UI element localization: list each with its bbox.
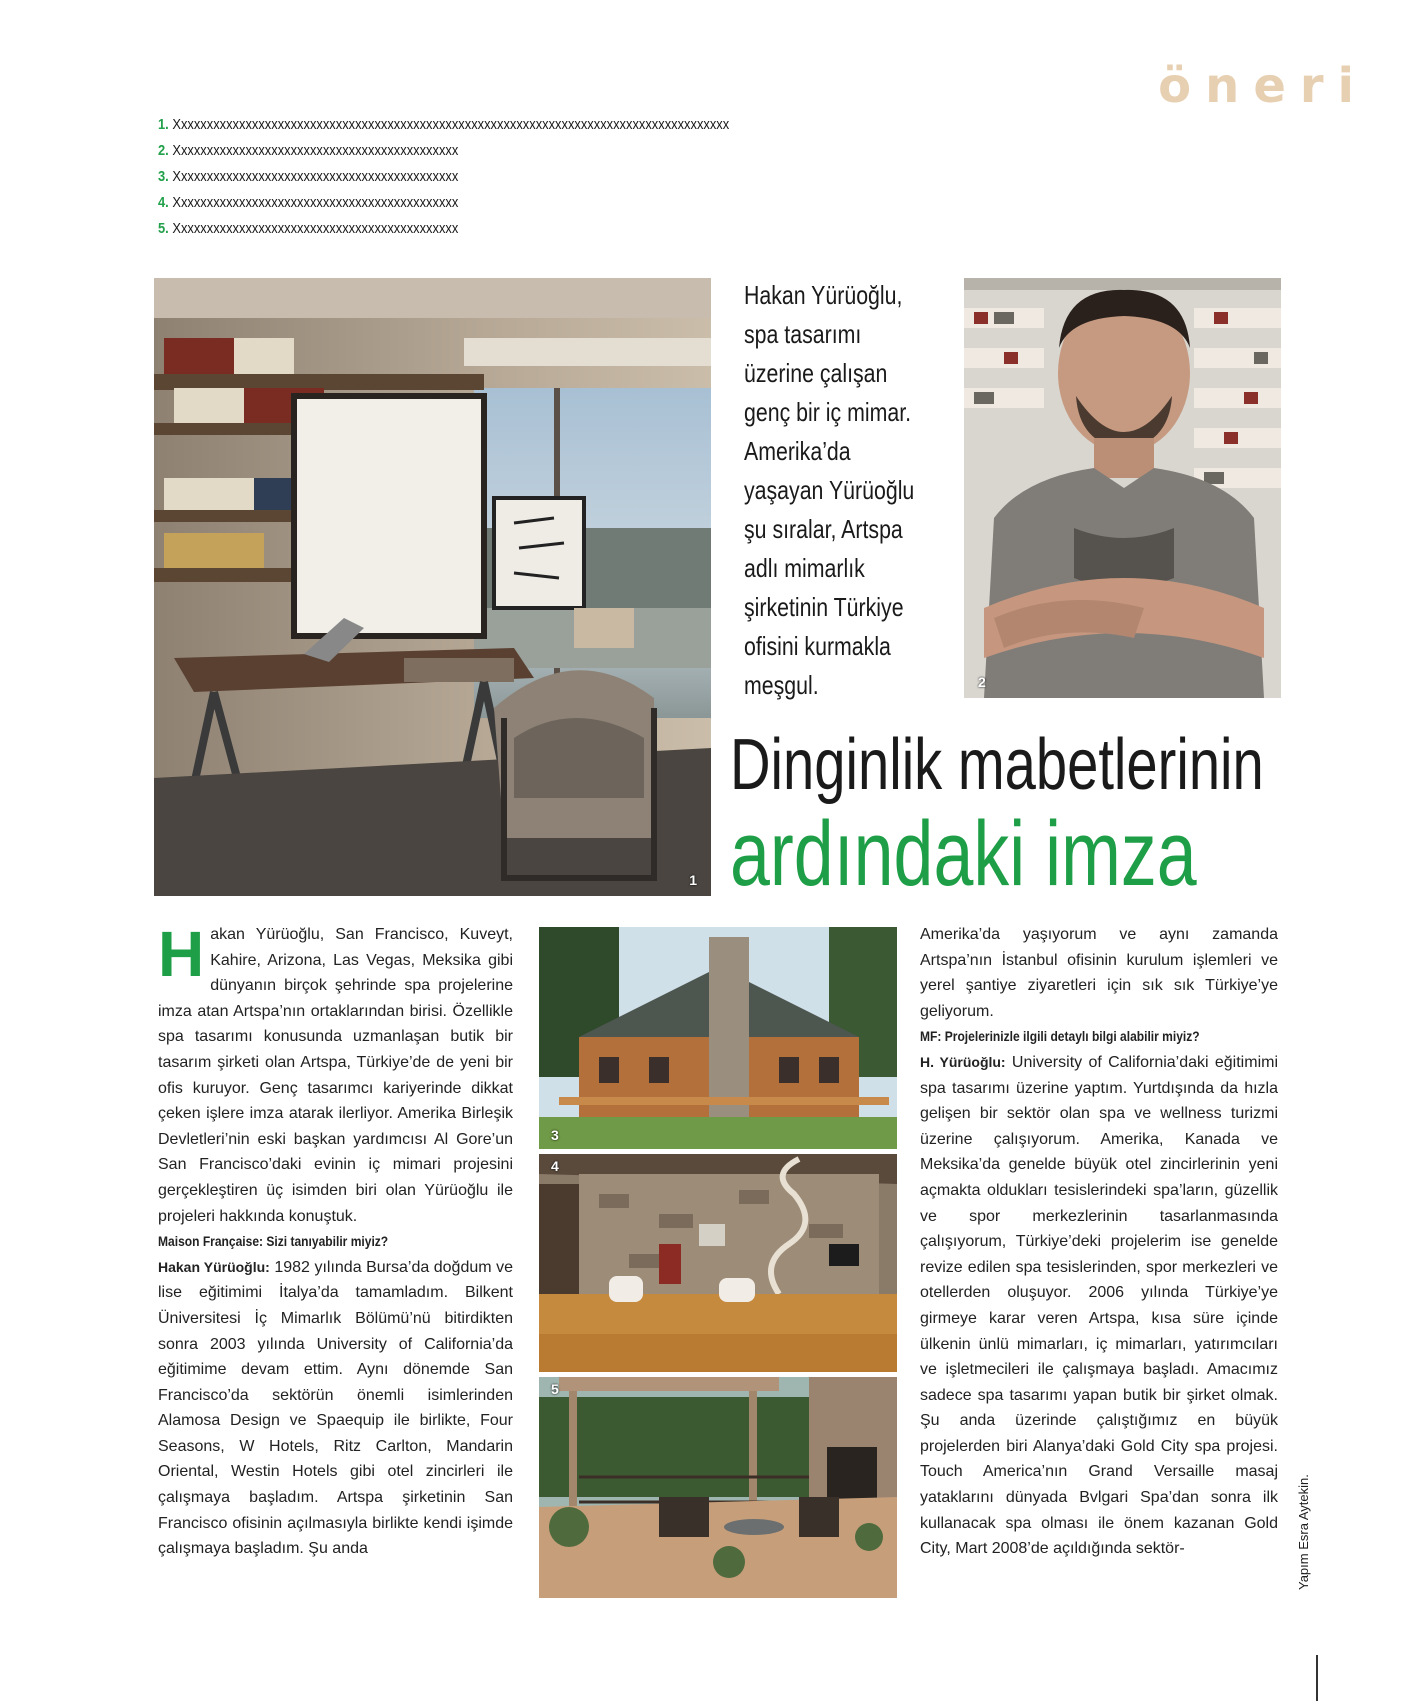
photo-number: 1 [689, 872, 697, 888]
intro-line: ofisini kurmakla [744, 631, 891, 661]
photo-number: 5 [551, 1381, 559, 1397]
contents-number: 5. [158, 220, 169, 237]
contents-number: 4. [158, 194, 169, 211]
contents-item [158, 190, 729, 216]
intro-line: meşgul. [744, 670, 819, 700]
article-paragraph [158, 1255, 513, 1562]
speaker-name: H. Yürüoğlu: [920, 1053, 1006, 1070]
contents-text: Xxxxxxxxxxxxxxxxxxxxxxxxxxxxxxxxxxxxxxxxxxxx [172, 220, 459, 237]
contents-item [158, 112, 729, 138]
contents-text: Xxxxxxxxxxxxxxxxxxxxxxxxxxxxxxxxxxxxxxxxxxxx [172, 194, 459, 211]
headline-line-2: ardındaki imza [730, 803, 1197, 905]
photo-log-house [539, 927, 897, 1149]
contents-item [158, 216, 729, 242]
photo-number: 2 [978, 674, 986, 690]
speaker-name: Hakan Yürüoğlu: [158, 1258, 270, 1275]
article-paragraph [158, 918, 513, 1229]
photo-deck [539, 1377, 897, 1598]
headline [730, 724, 1350, 905]
interview-question: MF: Projelerinizle ilgili detaylı bilgi alabilir miyiz? [920, 1028, 1200, 1045]
intro-text [744, 276, 933, 705]
intro-line: şu sıralar, Artspa [744, 514, 903, 544]
photo-portrait [964, 278, 1281, 698]
contents-number: 2. [158, 142, 169, 159]
intro-line: Hakan Yürüoğlu, [744, 280, 903, 310]
intro-line: spa tasarımı [744, 319, 862, 349]
article-paragraph: Amerika’da yaşıyorum ve aynı zamanda Artspa’nın İstanbul ofisinin kurulum işlemleri ve yerel şantiye ziyaretleri için sık sık Türkiye’ye geliyorum. [920, 926, 1278, 1020]
contents-text: Xxxxxxxxxxxxxxxxxxxxxxxxxxxxxxxxxxxxxxxxxxxx [172, 142, 459, 159]
intro-line: adlı mimarlık [744, 553, 865, 583]
section-title: öneri [1158, 58, 1368, 114]
page-divider [1316, 1655, 1318, 1701]
contents-text: Xxxxxxxxxxxxxxxxxxxxxxxxxxxxxxxxxxxxxxxxxxxx [172, 168, 459, 185]
intro-line: yaşayan Yürüoğlu [744, 475, 915, 505]
photo-number: 3 [551, 1127, 559, 1143]
photo-number: 4 [551, 1158, 559, 1174]
contents-number: 1. [158, 116, 169, 133]
photo-credit: Yapım Esra Aytekin. [1296, 1474, 1311, 1590]
paragraph-text: akan Yürüoğlu, San Francisco, Kuveyt, Kahire, Arizona, Las Vegas, Meksika gibi dünyanın birçok şehrinde spa projelerine imza atan Artspa’nın ortaklarından birisi. Özellikle spa tasarımı konusunda uzmanlaşan butik bir tasarım şirketi olan Artspa, Türkiye’de de yeni bir ofis kuruyor. Genç tasarımcı kariyerinde dikkat çeken işlere imza atarak ilerliyor. Amerika Birleşik Devletleri’nin eski başkan yardımcısı Al Gore’un San Francisco’daki evinin iç mimari projesini gerçekleştiren üç isimden biri olan Yürüoğlu ile projeleri hakkında konuştuk. [158, 926, 513, 1225]
paragraph-text: 1982 yılında Bursa’da doğdum ve lise eğitimimi İtalya’da tamamladım. Bilkent Üniversitesi İç Mimarlık Bölümü’nü bitirdikten sonra 2003 yılında University of California’da eğitimime devam ettim. Aynı dönemde San Francisco’da sektörün önemli isimlerinden Alamosa Design ve Spaequip ile birlikte, Four Seasons, W Hotels, Ritz Carlton, Mandarin Oriental, Westin Hotels gibi otel zincirleri ile çalışmaya başladım. Artspa şirketinin San Francisco ofisinin açılmasıyla birlikte kendi işimde çalışmaya başladım. Şu anda [158, 1258, 513, 1558]
article-column-1 [158, 918, 513, 1562]
intro-line: şirketinin Türkiye [744, 592, 904, 622]
article-column-3 [920, 922, 1278, 1562]
contents-item [158, 164, 729, 190]
article-paragraph [920, 1050, 1278, 1562]
contents-text: Xxxxxxxxxxxxxxxxxxxxxxxxxxxxxxxxxxxxxxxxxxxxxxxxxxxxxxxxxxxxxxxxxxxxxxxxxxxxxxxxxxxxxx [172, 116, 730, 133]
interview-question: Maison Française: Sizi tanıyabilir miyiz? [158, 1233, 389, 1250]
drop-cap: H [158, 918, 205, 990]
photo-study-interior [154, 278, 711, 896]
intro-line: genç bir iç mimar. [744, 397, 912, 427]
intro-line: üzerine çalışan [744, 358, 888, 388]
intro-line: Amerika’da [744, 436, 851, 466]
contents-item [158, 138, 729, 164]
paragraph-text: University of California’daki eğitimimi spa tasarımı üzerine yaptım. Yurtdışında da hızla gelişen bir sektör olan spa ve wellness turizmi üzerine çalışıyorum. Amerika, Kanada ve Meksika’da genelde büyük otel zincirlerinin yeni açmakta oldukları tesislerindeki spa’ların, güzellik ve spor merkezlerinin tasarlanmasında çalışıyorum, Türkiye’deki projelerim ise genelde revize edilen spa tesislerinden, spor merkezleri ve otellerden oluşuyor. 2006 yılında Türkiye’ye girmeye karar veren Artspa, kısa süre içinde ülkenin ünlü mimarları, iç mimarları, yatırımcıları ve işletmecileri ile çalışmaya başladı. Amacımız sadece spa tasarımı yapan butik bir şirket olmak. Şu anda üzerinde çalıştığımız en büyük projelerden biri Alanya’daki Gold City spa projesi. Touch America’nın Grand Versaille masaj yataklarını dünyada Bvlgari Spa’dan sonra ilk kullanacak spa olması ile önem kazanan Gold City, Mart 2008’de açıldığında sektör- [920, 1053, 1278, 1558]
photo-stone-interior [539, 1154, 897, 1372]
headline-line-1: Dinginlik mabetlerinin [730, 725, 1264, 805]
contents-number: 3. [158, 168, 169, 185]
contents-list [158, 112, 822, 242]
